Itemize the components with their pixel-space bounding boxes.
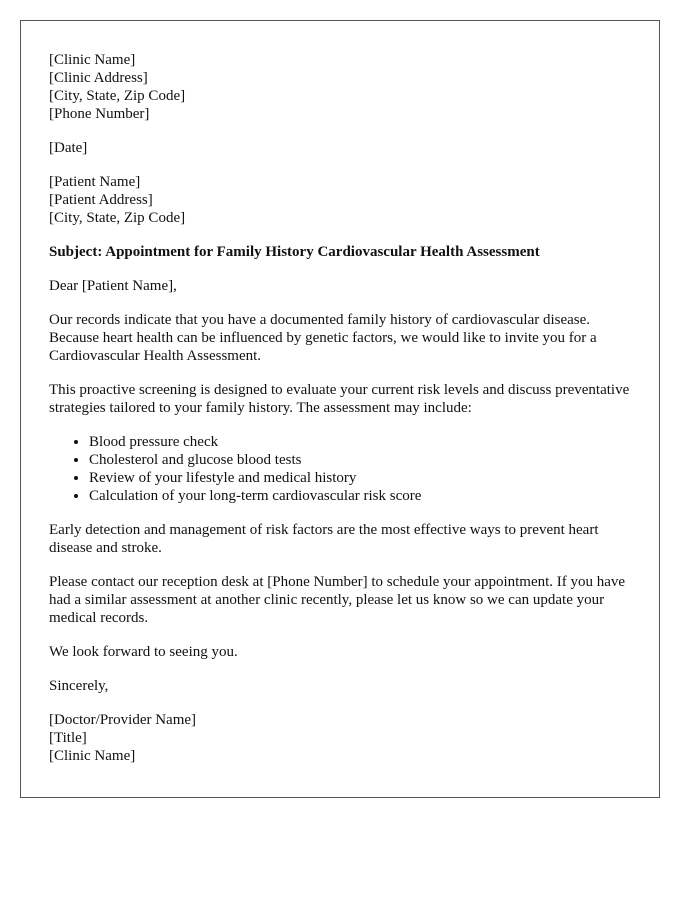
screening-paragraph: This proactive screening is designed to evaluate your current risk levels and discuss preventative strategies tailored to your family history. The assessment may include: xyxy=(49,382,630,416)
salutation: Dear [Patient Name], xyxy=(49,278,177,294)
signature-block xyxy=(49,711,631,765)
sender-city-state-zip: [City, State, Zip Code] xyxy=(49,88,186,104)
sender-clinic-address: [Clinic Address] xyxy=(49,70,148,86)
list-item: • Cholesterol and glucose blood tests xyxy=(89,451,631,469)
list-item: • Review of your lifestyle and medical history xyxy=(89,469,631,487)
contact-paragraph: Please contact our reception desk at [Phone Number] to schedule your appointment. If you have had a similar assessment at another clinic recently, please let us know so we can update your medical records. xyxy=(49,574,626,626)
signature-clinic-name: [Clinic Name] xyxy=(49,748,136,764)
recipient-name: [Patient Name] xyxy=(49,174,141,190)
signature-provider-name: [Doctor/Provider Name] xyxy=(49,712,197,728)
sender-phone: [Phone Number] xyxy=(49,106,150,122)
signoff: Sincerely, xyxy=(49,678,109,694)
detection-paragraph: Early detection and management of risk factors are the most effective ways to prevent heart disease and stroke. xyxy=(49,522,599,556)
recipient-address-block xyxy=(49,173,631,227)
intro-paragraph: Our records indicate that you have a documented family history of cardiovascular disease. Because heart health can be influenced by genetic factors, we would like to invite you for a Cardiovascular Health Assessment. xyxy=(49,312,597,364)
recipient-city-state-zip: [City, State, Zip Code] xyxy=(49,210,186,226)
signature-title: [Title] xyxy=(49,730,87,746)
list-item: • Blood pressure check xyxy=(89,433,631,451)
sender-address-block xyxy=(49,51,631,123)
assessment-list xyxy=(49,433,631,505)
closing-line: We look forward to seeing you. xyxy=(49,644,238,660)
recipient-address: [Patient Address] xyxy=(49,192,153,208)
letter-page xyxy=(20,20,660,798)
letter-subject: Subject: Appointment for Family History Cardiovascular Health Assessment xyxy=(49,244,540,260)
sender-clinic-name: [Clinic Name] xyxy=(49,52,136,68)
letter-date: [Date] xyxy=(49,140,88,156)
list-item: • Calculation of your long-term cardiovascular risk score xyxy=(89,487,631,505)
